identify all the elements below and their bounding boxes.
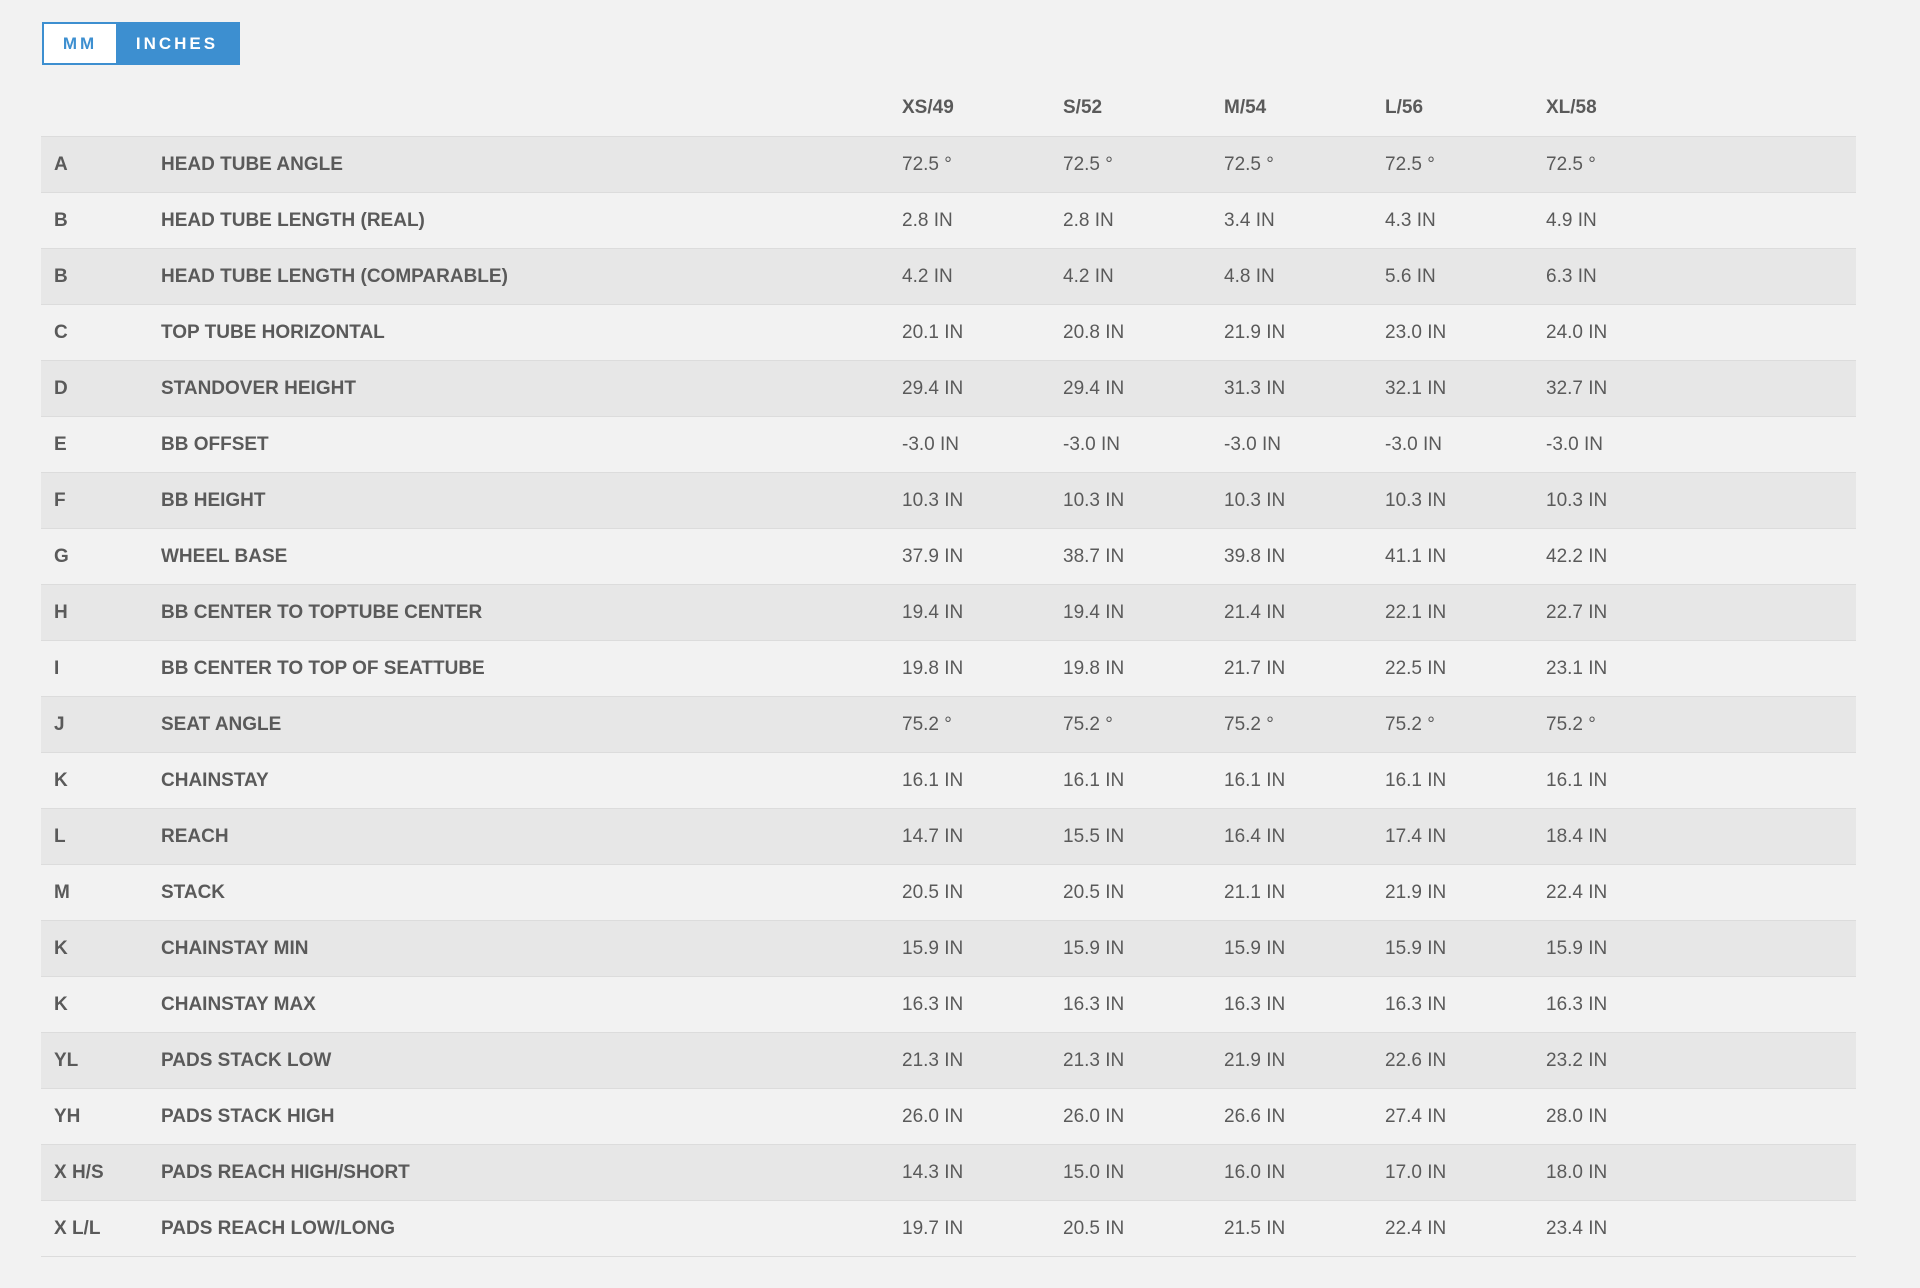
row-value-cell: 19.4 IN (902, 601, 964, 623)
table-row (41, 1201, 1856, 1257)
row-value-cell: 19.8 IN (1063, 657, 1125, 679)
row-value-cell: 22.4 IN (1385, 1217, 1447, 1239)
row-measurement-name: PADS STACK LOW (161, 1049, 332, 1071)
row-value-cell: 21.9 IN (1224, 1049, 1286, 1071)
row-value-cell: 32.7 IN (1546, 377, 1608, 399)
table-row (41, 193, 1856, 249)
row-value-cell: 15.9 IN (1063, 937, 1125, 959)
row-value-cell: 72.5 ° (1385, 153, 1435, 175)
row-value-cell: 20.8 IN (1063, 321, 1125, 343)
row-value-cell: 10.3 IN (1063, 489, 1125, 511)
row-value-cell: 27.4 IN (1385, 1105, 1447, 1127)
row-code: F (54, 489, 66, 511)
table-row (41, 585, 1856, 641)
row-value-cell: 16.1 IN (1224, 769, 1286, 791)
row-value-cell: 20.1 IN (902, 321, 964, 343)
row-value-cell: 16.3 IN (1224, 993, 1286, 1015)
row-measurement-name: CHAINSTAY MIN (161, 937, 309, 959)
row-value-cell: 19.4 IN (1063, 601, 1125, 623)
row-code: E (54, 433, 67, 455)
table-row (41, 473, 1856, 529)
table-row (41, 417, 1856, 473)
row-value-cell: 10.3 IN (1385, 489, 1447, 511)
row-value-cell: 22.4 IN (1546, 881, 1608, 903)
row-value-cell: 6.3 IN (1546, 265, 1597, 287)
row-value-cell: 22.7 IN (1546, 601, 1608, 623)
row-value-cell: -3.0 IN (1385, 433, 1443, 455)
row-code: X H/S (54, 1161, 104, 1183)
row-measurement-name: BB CENTER TO TOP OF SEATTUBE (161, 657, 485, 679)
row-value-cell: 14.3 IN (902, 1161, 964, 1183)
row-measurement-name: HEAD TUBE ANGLE (161, 153, 343, 175)
row-value-cell: 10.3 IN (1224, 489, 1286, 511)
row-value-cell: 4.2 IN (902, 265, 953, 287)
table-row (41, 865, 1856, 921)
size-header-s: S/52 (1063, 97, 1103, 118)
row-value-cell: 15.9 IN (1385, 937, 1447, 959)
row-value-cell: 15.9 IN (1224, 937, 1286, 959)
row-value-cell: 18.0 IN (1546, 1161, 1608, 1183)
row-value-cell: 75.2 ° (1385, 713, 1435, 735)
row-code: X L/L (54, 1217, 101, 1239)
row-value-cell: 22.6 IN (1385, 1049, 1447, 1071)
row-value-cell: 20.5 IN (1063, 881, 1125, 903)
row-measurement-name: PADS REACH LOW/LONG (161, 1217, 395, 1239)
row-value-cell: 20.5 IN (902, 881, 964, 903)
row-value-cell: 10.3 IN (1546, 489, 1608, 511)
row-measurement-name: REACH (161, 825, 229, 847)
row-value-cell: 42.2 IN (1546, 545, 1608, 567)
row-value-cell: 4.9 IN (1546, 209, 1597, 231)
row-value-cell: 26.0 IN (902, 1105, 964, 1127)
row-code: M (54, 881, 70, 903)
row-value-cell: 17.0 IN (1385, 1161, 1447, 1183)
row-value-cell: 72.5 ° (1546, 153, 1596, 175)
row-value-cell: 19.7 IN (902, 1217, 964, 1239)
row-value-cell: 72.5 ° (902, 153, 952, 175)
row-value-cell: 38.7 IN (1063, 545, 1125, 567)
table-row (41, 529, 1856, 585)
table-row (41, 249, 1856, 305)
row-measurement-name: STACK (161, 881, 226, 903)
row-value-cell: -3.0 IN (1546, 433, 1604, 455)
row-measurement-name: BB OFFSET (161, 433, 269, 455)
row-value-cell: -3.0 IN (1224, 433, 1282, 455)
row-value-cell: 31.3 IN (1224, 377, 1286, 399)
row-measurement-name: PADS STACK HIGH (161, 1105, 335, 1127)
row-value-cell: 21.3 IN (1063, 1049, 1125, 1071)
row-value-cell: 21.9 IN (1224, 321, 1286, 343)
mm-unit-button[interactable]: MM (44, 24, 116, 63)
row-value-cell: 15.9 IN (902, 937, 964, 959)
row-value-cell: 29.4 IN (902, 377, 964, 399)
table-row (41, 1033, 1856, 1089)
row-value-cell: 37.9 IN (902, 545, 964, 567)
row-code: J (54, 713, 65, 735)
row-value-cell: 21.4 IN (1224, 601, 1286, 623)
row-code: YH (54, 1105, 81, 1127)
row-measurement-name: CHAINSTAY (161, 769, 269, 791)
row-code: K (54, 993, 68, 1015)
row-value-cell: 22.1 IN (1385, 601, 1447, 623)
row-value-cell: 19.8 IN (902, 657, 964, 679)
row-value-cell: 16.1 IN (902, 769, 964, 791)
row-value-cell: 18.4 IN (1546, 825, 1608, 847)
size-header-xl: XL/58 (1546, 97, 1597, 118)
row-value-cell: 4.3 IN (1385, 209, 1436, 231)
row-value-cell: 16.3 IN (902, 993, 964, 1015)
table-header-row (41, 80, 1856, 137)
row-code: K (54, 769, 68, 791)
table-row (41, 1145, 1856, 1201)
row-measurement-name: HEAD TUBE LENGTH (REAL) (161, 209, 425, 231)
row-value-cell: 39.8 IN (1224, 545, 1286, 567)
table-row (41, 753, 1856, 809)
row-code: YL (54, 1049, 79, 1071)
row-measurement-name: STANDOVER HEIGHT (161, 377, 356, 399)
row-value-cell: 29.4 IN (1063, 377, 1125, 399)
row-code: A (54, 153, 68, 175)
table-row (41, 697, 1856, 753)
row-measurement-name: TOP TUBE HORIZONTAL (161, 321, 385, 343)
row-value-cell: 16.1 IN (1385, 769, 1447, 791)
row-code: G (54, 545, 69, 567)
unit-toggle (42, 22, 240, 65)
row-value-cell: 5.6 IN (1385, 265, 1436, 287)
geometry-table (41, 80, 1856, 1257)
table-row (41, 977, 1856, 1033)
row-value-cell: 75.2 ° (1063, 713, 1113, 735)
row-value-cell: 28.0 IN (1546, 1105, 1608, 1127)
row-measurement-name: BB CENTER TO TOPTUBE CENTER (161, 601, 483, 623)
row-value-cell: 16.4 IN (1224, 825, 1286, 847)
row-value-cell: 23.2 IN (1546, 1049, 1608, 1071)
row-code: D (54, 377, 68, 399)
row-measurement-name: PADS REACH HIGH/SHORT (161, 1161, 410, 1183)
row-value-cell: 21.9 IN (1385, 881, 1447, 903)
row-value-cell: 32.1 IN (1385, 377, 1447, 399)
table-row (41, 305, 1856, 361)
row-value-cell: 75.2 ° (1224, 713, 1274, 735)
size-header-l: L/56 (1385, 97, 1424, 118)
row-value-cell: 15.0 IN (1063, 1161, 1125, 1183)
row-value-cell: 16.1 IN (1063, 769, 1125, 791)
size-header-m: M/54 (1224, 97, 1267, 118)
row-value-cell: 4.8 IN (1224, 265, 1275, 287)
row-value-cell: 4.2 IN (1063, 265, 1114, 287)
row-measurement-name: BB HEIGHT (161, 489, 266, 511)
row-code: L (54, 825, 66, 847)
row-measurement-name: WHEEL BASE (161, 545, 288, 567)
row-value-cell: 21.1 IN (1224, 881, 1286, 903)
table-row (41, 921, 1856, 977)
row-value-cell: 16.1 IN (1546, 769, 1608, 791)
table-row (41, 361, 1856, 417)
row-value-cell: 16.3 IN (1546, 993, 1608, 1015)
row-code: B (54, 209, 68, 231)
row-value-cell: 17.4 IN (1385, 825, 1447, 847)
row-value-cell: -3.0 IN (902, 433, 960, 455)
row-value-cell: 16.3 IN (1063, 993, 1125, 1015)
row-value-cell: 21.7 IN (1224, 657, 1286, 679)
row-value-cell: 26.6 IN (1224, 1105, 1286, 1127)
row-value-cell: 21.5 IN (1224, 1217, 1286, 1239)
row-measurement-name: SEAT ANGLE (161, 713, 282, 735)
table-row (41, 809, 1856, 865)
row-value-cell: 14.7 IN (902, 825, 964, 847)
row-value-cell: 75.2 ° (902, 713, 952, 735)
row-value-cell: 23.1 IN (1546, 657, 1608, 679)
row-value-cell: 22.5 IN (1385, 657, 1447, 679)
row-code: H (54, 601, 68, 623)
size-header-xs: XS/49 (902, 97, 954, 118)
row-value-cell: 23.0 IN (1385, 321, 1447, 343)
row-code: K (54, 937, 68, 959)
row-value-cell: 72.5 ° (1224, 153, 1274, 175)
row-code: B (54, 265, 68, 287)
row-measurement-name: HEAD TUBE LENGTH (COMPARABLE) (161, 265, 508, 287)
inches-unit-button[interactable]: INCHES (116, 24, 238, 63)
row-value-cell: 23.4 IN (1546, 1217, 1608, 1239)
row-value-cell: 15.9 IN (1546, 937, 1608, 959)
row-value-cell: 72.5 ° (1063, 153, 1113, 175)
row-value-cell: 26.0 IN (1063, 1105, 1125, 1127)
row-value-cell: 3.4 IN (1224, 209, 1275, 231)
table-body (41, 137, 1856, 1257)
row-value-cell: 16.0 IN (1224, 1161, 1286, 1183)
row-code: C (54, 321, 68, 343)
row-value-cell: 10.3 IN (902, 489, 964, 511)
row-value-cell: 15.5 IN (1063, 825, 1125, 847)
row-value-cell: 2.8 IN (902, 209, 953, 231)
row-value-cell: 2.8 IN (1063, 209, 1114, 231)
table-row (41, 1089, 1856, 1145)
row-value-cell: 75.2 ° (1546, 713, 1596, 735)
row-value-cell: 21.3 IN (902, 1049, 964, 1071)
row-code: I (54, 657, 60, 679)
table-row (41, 137, 1856, 193)
table-row (41, 641, 1856, 697)
row-value-cell: 16.3 IN (1385, 993, 1447, 1015)
row-value-cell: 20.5 IN (1063, 1217, 1125, 1239)
row-value-cell: 24.0 IN (1546, 321, 1608, 343)
row-measurement-name: CHAINSTAY MAX (161, 993, 316, 1015)
row-value-cell: 41.1 IN (1385, 545, 1447, 567)
row-value-cell: -3.0 IN (1063, 433, 1121, 455)
